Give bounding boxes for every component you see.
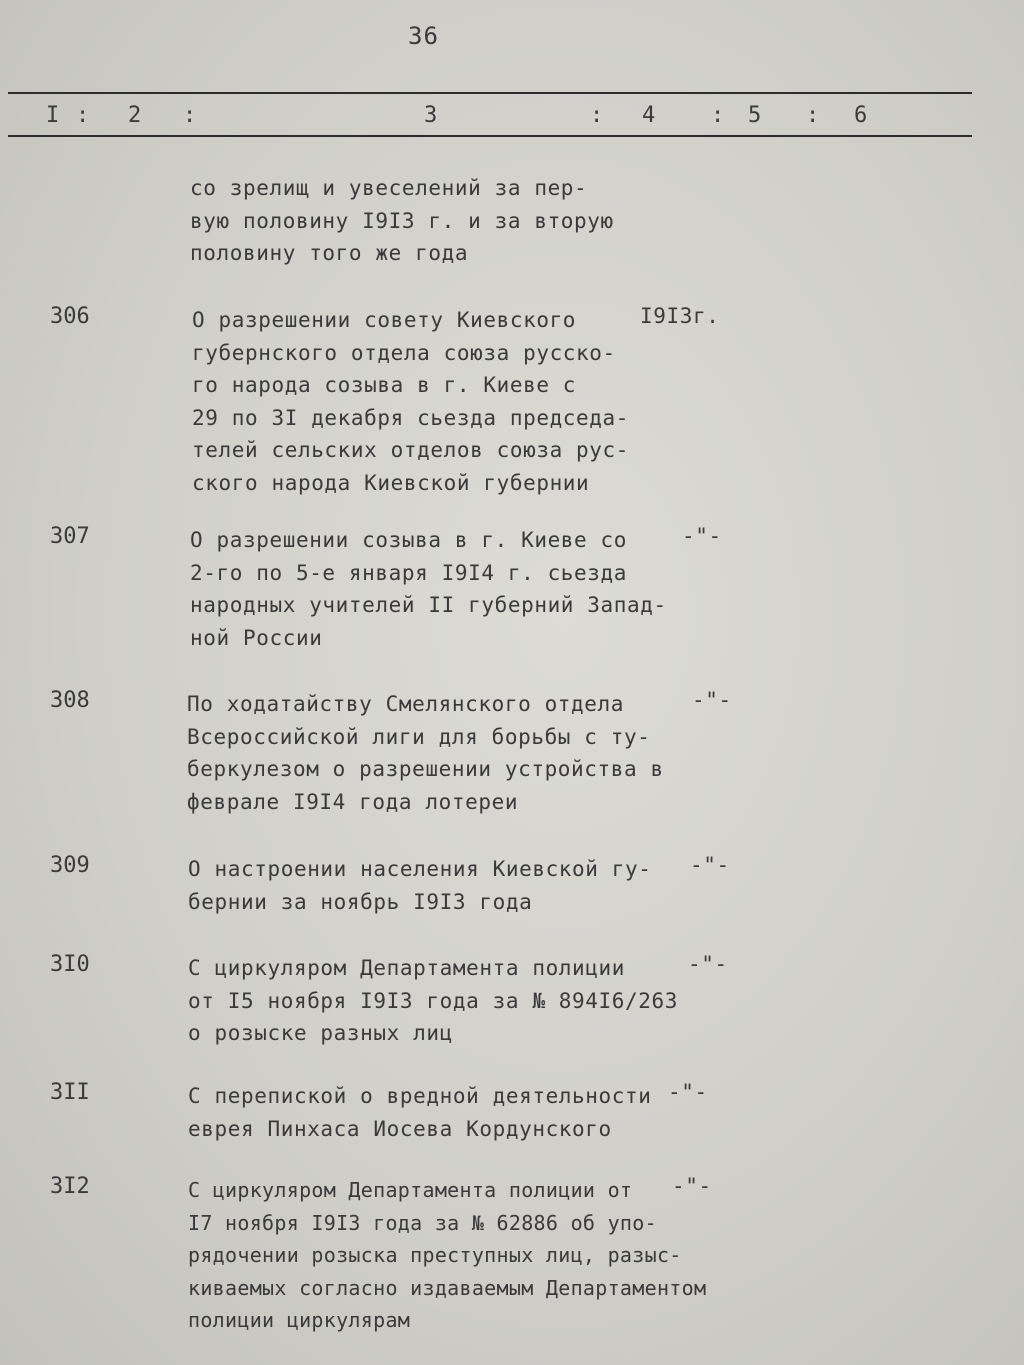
entry-title-line: вую половину I9I3 г. и за вторую	[190, 208, 614, 233]
entry-title-line: от I5 ноября I9I3 года за № 894I6/263	[188, 988, 678, 1013]
entry-date: -"-	[688, 952, 728, 976]
entry-title-line: со зрелищ и увеселений за пер-	[190, 176, 588, 200]
column-separator: :	[76, 103, 90, 128]
entry-title	[188, 1080, 652, 1145]
entry-number: 309	[50, 853, 90, 878]
header-bottom-rule	[8, 135, 972, 137]
entry-title-line: бернии за ноябрь I9I3 года	[188, 889, 533, 914]
entry-title	[190, 524, 667, 654]
entry-title-line: О разрешении созыва в г. Киеве со	[190, 528, 628, 552]
column-separator: :	[590, 103, 604, 128]
entry-title	[187, 688, 664, 818]
entry-title-line: народных учителей II губерний Запад-	[190, 593, 667, 617]
entry-date: -"-	[690, 853, 730, 877]
entry-title-line: По ходатайству Смелянского отдела	[187, 692, 625, 716]
entry-number: 307	[50, 524, 90, 549]
column-header-2: 2	[128, 103, 142, 128]
entry-title-line: О разрешении совету Киевского	[192, 308, 577, 332]
entry-number: 3II	[50, 1080, 90, 1105]
entry-title-line: киваемых согласно издаваемым Департаментом	[188, 1275, 707, 1300]
entry-title-line: телей сельских отделов союза рус-	[192, 438, 630, 462]
entry-title-line: 29 по 3I декабря сьезда председа-	[192, 405, 630, 430]
entry-title	[188, 1174, 706, 1337]
entry-date: -"-	[672, 1174, 712, 1198]
header-top-rule	[8, 92, 972, 94]
entry-title-line: полиции циркулярам	[188, 1308, 411, 1332]
entry-title-line: О настроении населения Киевской гу-	[188, 857, 652, 881]
entry-title-line: беркулезом о разрешении устройства в	[187, 757, 664, 781]
entry-title-line: I7 ноября I9I3 года за № 62886 об упо-	[188, 1210, 657, 1235]
entry-date: -"-	[682, 524, 722, 548]
entry-title-line: С перепиской о вредной деятельности	[188, 1084, 652, 1108]
entry-number: 3I2	[50, 1174, 90, 1199]
entry-title-line: половину того же года	[190, 241, 469, 265]
entry-number: 308	[50, 688, 90, 713]
entry-title-line: 2-го по 5-е января I9I4 г. сьезда	[190, 560, 628, 585]
entry-title-line: ского народа Киевской губернии	[192, 470, 590, 495]
entry-title	[188, 952, 678, 1050]
column-separator: :	[806, 103, 820, 128]
column-separator: :	[711, 103, 725, 128]
column-header-5: 5	[748, 103, 762, 128]
entry-title	[192, 304, 629, 499]
entry-title-line: рядочении розыска преступных лиц, разыс-	[188, 1243, 682, 1267]
entry-title-line: С циркуляром Департамента полиции	[188, 956, 626, 980]
column-header-1: I	[46, 103, 60, 128]
column-header-4: 4	[642, 103, 656, 128]
entry-date: -"-	[668, 1080, 708, 1104]
entry-title-line: го народа созыва в г. Киеве с	[192, 373, 577, 397]
entry-title-line: о розыске разных лиц	[188, 1021, 453, 1045]
entry-title-line: еврея Пинхаса Иосева Кордунского	[188, 1116, 612, 1141]
entry-title-line: Всероссийской лиги для борьбы с ту-	[187, 724, 651, 749]
column-separator: :	[183, 103, 197, 128]
entry-title-line: губернского отдела союза русско-	[192, 340, 616, 365]
entry-number: 306	[50, 304, 90, 329]
column-header-6: 6	[854, 103, 868, 128]
entry-title-line: феврале I9I4 года лотереи	[187, 789, 519, 814]
entry-date: -"-	[692, 688, 732, 712]
entry-title-line: С циркуляром Департамента полиции от	[188, 1178, 633, 1202]
entry-date: I9I3г.	[640, 304, 720, 328]
entry-title	[188, 853, 652, 918]
entry-number: 3I0	[50, 952, 90, 977]
page-number: 36	[408, 22, 439, 50]
entry-title-line: ной России	[190, 625, 323, 650]
column-header-3: 3	[424, 103, 438, 128]
entry-title	[190, 172, 614, 270]
